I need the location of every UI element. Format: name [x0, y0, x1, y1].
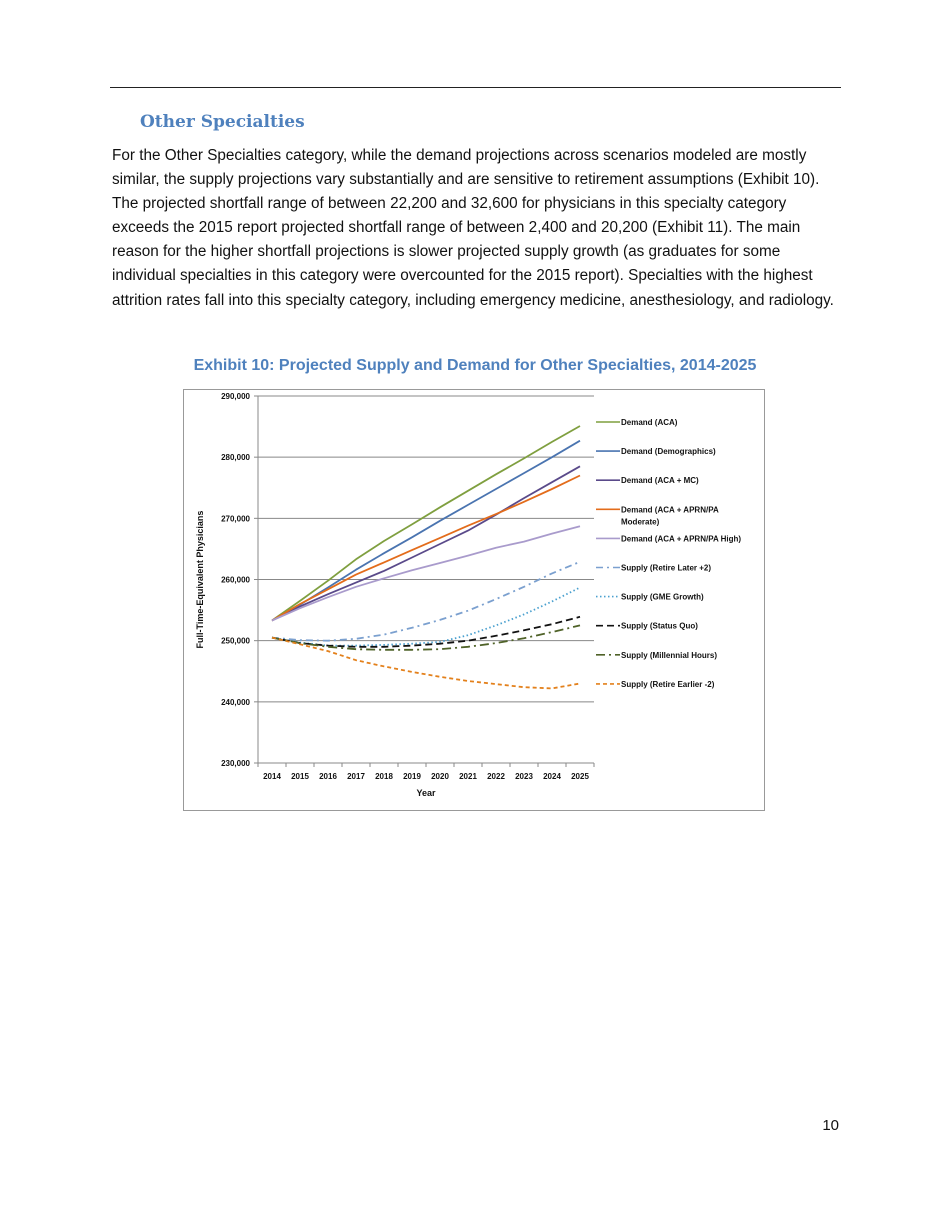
- y-axis-label: Full-Time-Equivalent Physicians: [195, 510, 205, 649]
- section-heading: Other Specialties: [140, 112, 305, 132]
- y-tick-label: 270,000: [221, 514, 250, 524]
- series-line-demand-aca-aprn-pa-high: [272, 526, 580, 620]
- legend-label: Demand (ACA): [621, 418, 678, 427]
- x-tick-label: 2024: [543, 772, 561, 781]
- chart-container: [183, 389, 765, 811]
- series-line-supply-millennial-hours: [272, 625, 580, 649]
- y-tick-label: 250,000: [221, 636, 250, 646]
- series-line-demand-aca: [272, 426, 580, 621]
- legend-label: Demand (ACA + APRN/PA High): [621, 534, 742, 544]
- exhibit-title: Exhibit 10: Projected Supply and Demand for Other Specialties, 2014-2025: [193, 357, 757, 374]
- legend-label: Supply (GME Growth): [621, 592, 704, 602]
- x-tick-label: 2019: [403, 772, 421, 781]
- page-number: 10: [822, 1117, 839, 1134]
- legend-label: Supply (Retire Earlier -2): [621, 679, 715, 689]
- x-tick-label: 2018: [375, 772, 393, 781]
- legend-label: Supply (Retire Later +2): [621, 563, 712, 573]
- series-line-supply-status-quo: [272, 617, 580, 647]
- legend-label: Supply (Millennial Hours): [621, 650, 718, 660]
- x-tick-label: 2023: [515, 772, 533, 781]
- x-tick-label: 2016: [319, 772, 337, 781]
- x-tick-label: 2015: [291, 772, 309, 781]
- x-tick-label: 2022: [487, 772, 505, 781]
- x-tick-label: 2017: [347, 772, 365, 781]
- y-tick-label: 290,000: [221, 392, 250, 401]
- x-axis-label: Year: [416, 788, 436, 798]
- y-tick-label: 260,000: [221, 575, 250, 585]
- header-rule: [110, 87, 841, 88]
- x-tick-label: 2020: [431, 772, 449, 781]
- y-tick-label: 240,000: [221, 697, 250, 707]
- legend-label: Supply (Status Quo): [621, 621, 698, 631]
- x-tick-label: 2025: [571, 772, 589, 781]
- y-tick-label: 280,000: [221, 453, 250, 463]
- body-paragraph: For the Other Specialties category, while the demand projections across scenarios modeled are mostly similar, the supply projections vary substantially and are sensitive to retirement assumptions (Exhibit 10). The projected shortfall range of between 22,200 and 32,600 for physicians in this specialty category exceeds the 2015 report projected shortfall range of between 2,400 and 20,200 (Exhibit 11). The main reason for the higher shortfall projections is slower projected supply growth (as graduates for some individual specialties in this category were overcounted for the 2015 report). Specialties with the highest attrition rates fall into this specialty category, including emergency medicine, anesthesiology, and radiology.: [112, 147, 834, 309]
- legend-label: Demand (ACA + MC): [621, 476, 699, 486]
- series-line-supply-gme-growth: [272, 588, 580, 646]
- line-chart: [184, 390, 764, 810]
- x-tick-label: 2014: [263, 772, 281, 781]
- legend-label: Demand (Demographics): [621, 447, 716, 457]
- x-tick-label: 2021: [459, 772, 477, 781]
- legend-label: Demand (ACA + APRN/PA Moderate): [621, 505, 719, 527]
- y-tick-label: 230,000: [221, 759, 250, 768]
